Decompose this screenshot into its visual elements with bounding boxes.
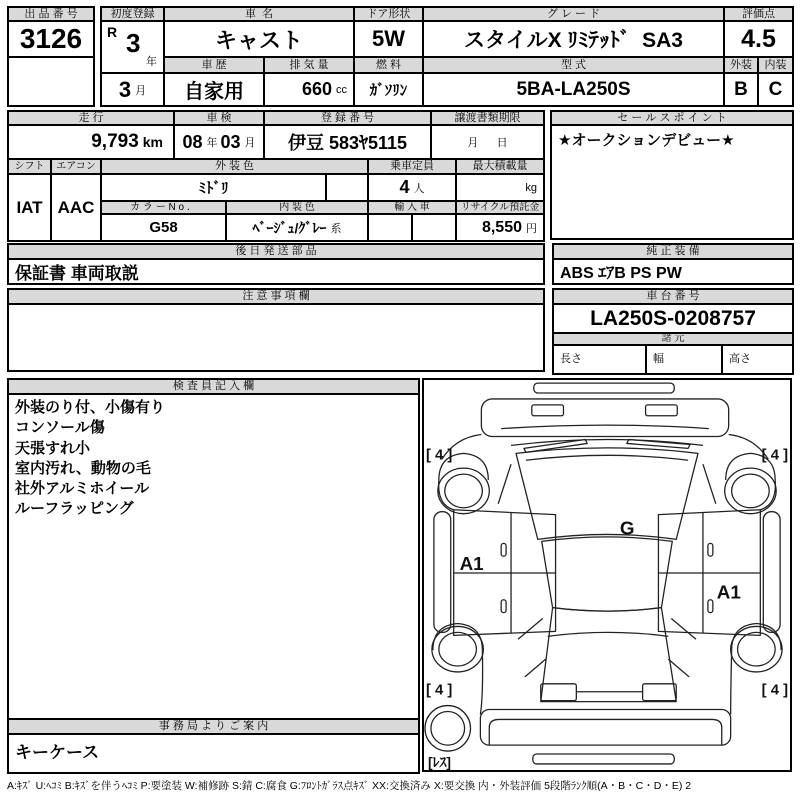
year-unit: 年 — [146, 56, 157, 68]
sales-point-header: セ ー ル ス ポ イ ン ト — [550, 110, 792, 124]
roof — [542, 537, 673, 611]
score-value: 4.5 — [723, 20, 792, 56]
front-right-tire-label: [ 4 ] — [761, 447, 789, 464]
fuel-value: ｶﾞｿﾘﾝ — [353, 72, 422, 105]
rear-bumper-strip — [533, 754, 674, 764]
left-sill — [434, 512, 451, 633]
blank-cell — [367, 213, 411, 240]
rear-garnish-right — [643, 684, 677, 701]
max-load-value — [455, 173, 543, 200]
transfer-deadline-header: 譲渡書類期限 — [430, 110, 543, 124]
lot-number-table — [7, 6, 95, 107]
inspector-notes-box — [7, 378, 420, 720]
windshield — [516, 448, 698, 539]
sales-point-value: ★オークションデビュー★ — [550, 124, 792, 238]
spec-length-cell: 長さ — [552, 344, 645, 373]
exterior-grade-value: B — [723, 72, 757, 105]
color-no-header: カ ラ ー N o ． — [100, 200, 225, 213]
mileage-value — [7, 124, 173, 158]
history-header: 車 歴 — [163, 56, 263, 72]
blank-cell — [7, 56, 93, 105]
a-pillar-fold-left — [498, 464, 511, 504]
inspection-header: 車 検 — [173, 110, 263, 124]
windshield-inner-line — [526, 455, 688, 460]
blank-cell — [411, 213, 455, 240]
left-quarter-fold-1 — [518, 619, 543, 640]
rear-garnish-left — [541, 684, 577, 701]
first-registration-year: 3 — [126, 28, 141, 58]
rear-right-fender — [732, 623, 781, 650]
chassis-number-header: 車 台 番 号 — [552, 288, 792, 303]
mileage-registration-table — [7, 110, 545, 160]
max-load-header: 最大積載量 — [455, 158, 543, 173]
rear-left-fender — [433, 623, 482, 650]
chassis-number-value: LA250S-0208757 — [552, 303, 792, 332]
car-name-header: 車 名 — [163, 6, 353, 20]
genuine-equipment-value: ABS ｴｱB PS PW — [552, 258, 792, 283]
model-code-header: 型 式 — [422, 56, 723, 72]
rear-left-tire — [432, 626, 483, 672]
spec-height-cell: 高さ — [721, 344, 792, 373]
inspector-note: 天張すれ小 — [15, 439, 91, 457]
right-front-door-handle — [708, 543, 713, 556]
inspector-note: ルーフラッピング — [15, 500, 134, 518]
rear-left-tire-label: [ 4 ] — [425, 682, 453, 699]
right-headlight — [646, 405, 678, 416]
capacity-value — [367, 173, 455, 200]
exterior-grade-header: 外装 — [723, 56, 757, 72]
import-car-header: 輸 入 車 — [367, 200, 455, 213]
damage-code-legend: A:ｷｽﾞ U:ﾍｺﾐ B:ｷｽﾞを伴うﾍｺﾐ P:要塗装 W:補修跡 S:錆 C:腐食 G:ﾌﾛﾝﾄｶﾞﾗｽ点ｷｽﾞ XX:交換済み X:要交換 内・外装評価 5段階ﾗﾝｸ順(A・B・C・D・E) 2 — [7, 780, 692, 792]
recycle-deposit-value — [455, 213, 543, 240]
inspection-value — [173, 124, 263, 158]
inspection-month: 03 — [220, 131, 241, 152]
windshield-damage-label: G — [619, 517, 635, 539]
cautions-value — [7, 303, 543, 370]
right-quarter-fold-1 — [671, 619, 696, 640]
recycle-deposit-unit: 円 — [526, 222, 537, 235]
cautions-box — [7, 288, 545, 372]
front-left-tire-label: [ 4 ] — [425, 447, 453, 464]
rear-window-line — [548, 632, 669, 636]
aircon-header: エアコン — [50, 158, 100, 173]
mileage-unit: km — [142, 134, 163, 150]
car-diagram-box — [422, 378, 792, 772]
first-registration-value — [100, 20, 163, 72]
right-door-damage-label: A1 — [716, 581, 741, 603]
lot-number-value: 3126 — [7, 20, 93, 56]
left-door-damage-label: A1 — [459, 553, 484, 575]
hood-line — [501, 425, 709, 428]
later-shipping-value: 保証書 車両取説 — [7, 258, 543, 283]
max-load-unit: kg — [525, 181, 537, 194]
door-shape-value: 5W — [353, 20, 422, 56]
cowl-line — [511, 439, 703, 445]
front-left-tire — [438, 468, 489, 514]
rear-right-tire-label: [ 4 ] — [761, 682, 789, 699]
office-notice-box — [7, 718, 420, 774]
later-shipping-header: 後 日 発 送 部 品 — [7, 243, 543, 258]
left-quarter-fold-2 — [525, 659, 546, 677]
grade-value: スタイルX ﾘﾐﾃｯﾄﾞ SA3 — [422, 20, 723, 56]
capacity-unit: 人 — [413, 182, 425, 195]
sales-point-box — [550, 110, 794, 240]
interior-color-name: ﾍﾞｰｼﾞｭ/ｸﾞﾚｰ — [252, 219, 327, 236]
left-front-door-handle — [501, 543, 506, 556]
registration-number-value: 伊豆 583ﾔ5115 — [263, 124, 430, 158]
displacement-header: 排 気 量 — [263, 56, 353, 72]
capacity-number: 4 — [399, 177, 410, 197]
inspector-note: コンソール傷 — [15, 419, 105, 437]
displacement-unit: cc — [336, 83, 347, 96]
rear-right-tire — [731, 626, 782, 672]
left-headlight — [532, 405, 564, 416]
interior-grade-value: C — [757, 72, 792, 105]
inspector-notes-header: 検 査 員 記 入 欄 — [7, 378, 418, 393]
front-right-tire — [725, 468, 776, 514]
inspection-year: 08 — [182, 131, 203, 152]
month-unit: 月 — [135, 84, 147, 97]
door-shape-header: ドア形状 — [353, 6, 422, 20]
rear-right-bumper-line — [731, 650, 732, 714]
capacity-header: 乗車定員 — [367, 158, 455, 173]
spec-width-cell: 幅 — [645, 344, 721, 373]
rear-bumper — [480, 710, 730, 746]
office-notice-header: 事 務 局 よ り ご 案 内 — [7, 718, 418, 733]
shift-header: シフト — [7, 158, 50, 173]
vehicle-info-table — [100, 6, 794, 107]
inspection-year-unit: 年 — [206, 137, 218, 149]
history-value: 自家用 — [163, 72, 263, 105]
displacement-value — [263, 72, 353, 105]
genuine-equipment-box — [552, 243, 794, 285]
first-registration-month — [100, 72, 163, 105]
interior-color-header: 内 装 色 — [225, 200, 367, 213]
spare-tire — [425, 706, 471, 752]
left-rear-door-handle — [501, 600, 506, 613]
exterior-color-value: ﾐﾄﾞﾘ — [100, 173, 325, 200]
color-no-value: G58 — [100, 213, 225, 240]
recycle-deposit-header: リサイクル預託金 — [455, 200, 543, 213]
month-value: 3 — [118, 76, 132, 102]
displacement-number: 660 — [301, 79, 332, 99]
spare-tire-label: [ﾚｽ] — [427, 753, 452, 770]
chassis-specs-box — [552, 288, 794, 375]
right-sill — [763, 512, 780, 633]
office-notice-value: キーケース — [7, 733, 418, 772]
interior-color-suffix: 系 — [330, 222, 342, 235]
fuel-header: 燃 料 — [353, 56, 422, 72]
cautions-header: 注 意 事 項 欄 — [7, 288, 543, 303]
aircon-value: AAC — [50, 173, 100, 240]
inspector-note: 室内汚れ、動物の毛 — [15, 459, 151, 477]
car-name-value: キャスト — [163, 20, 353, 56]
mileage-number: 9,793 — [91, 131, 139, 152]
front-bumper-strip — [534, 383, 674, 393]
specs-header: 諸 元 — [552, 332, 792, 344]
inspector-notes-body — [7, 393, 418, 718]
lot-number-header: 出 品 番 号 — [7, 6, 93, 20]
mileage-header: 走 行 — [7, 110, 173, 124]
interior-grade-header: 内装 — [757, 56, 792, 72]
a-pillar-fold-right — [703, 464, 716, 504]
grade-header: グ レ ー ド — [422, 6, 723, 20]
first-registration-header: 初度登録 — [100, 6, 163, 20]
inspection-month-unit: 月 — [244, 137, 256, 149]
later-shipping-box — [7, 243, 545, 285]
shift-value: IAT — [7, 173, 50, 240]
era-mark: R — [107, 24, 118, 40]
color-capacity-table — [7, 158, 545, 242]
exterior-color-header: 外 装 色 — [100, 158, 367, 173]
car-diagram — [424, 380, 790, 770]
score-header: 評価点 — [723, 6, 792, 20]
rear-window — [541, 608, 677, 702]
inspector-note: 外装のり付、小傷有り — [15, 399, 166, 416]
rear-bumper-inner — [489, 719, 721, 745]
interior-color-value — [225, 213, 367, 240]
front-panel — [481, 399, 728, 437]
blank-cell — [325, 173, 367, 200]
genuine-equipment-header: 純 正 装 備 — [552, 243, 792, 258]
recycle-deposit-number: 8,550 — [481, 218, 522, 236]
model-code-value: 5BA-LA250S — [422, 72, 723, 105]
registration-number-header: 登 録 番 号 — [263, 110, 430, 124]
inspector-note: 社外アルミホイール — [15, 480, 150, 497]
transfer-deadline-value: 月 日 — [430, 124, 543, 158]
right-rear-door-handle — [708, 600, 713, 613]
